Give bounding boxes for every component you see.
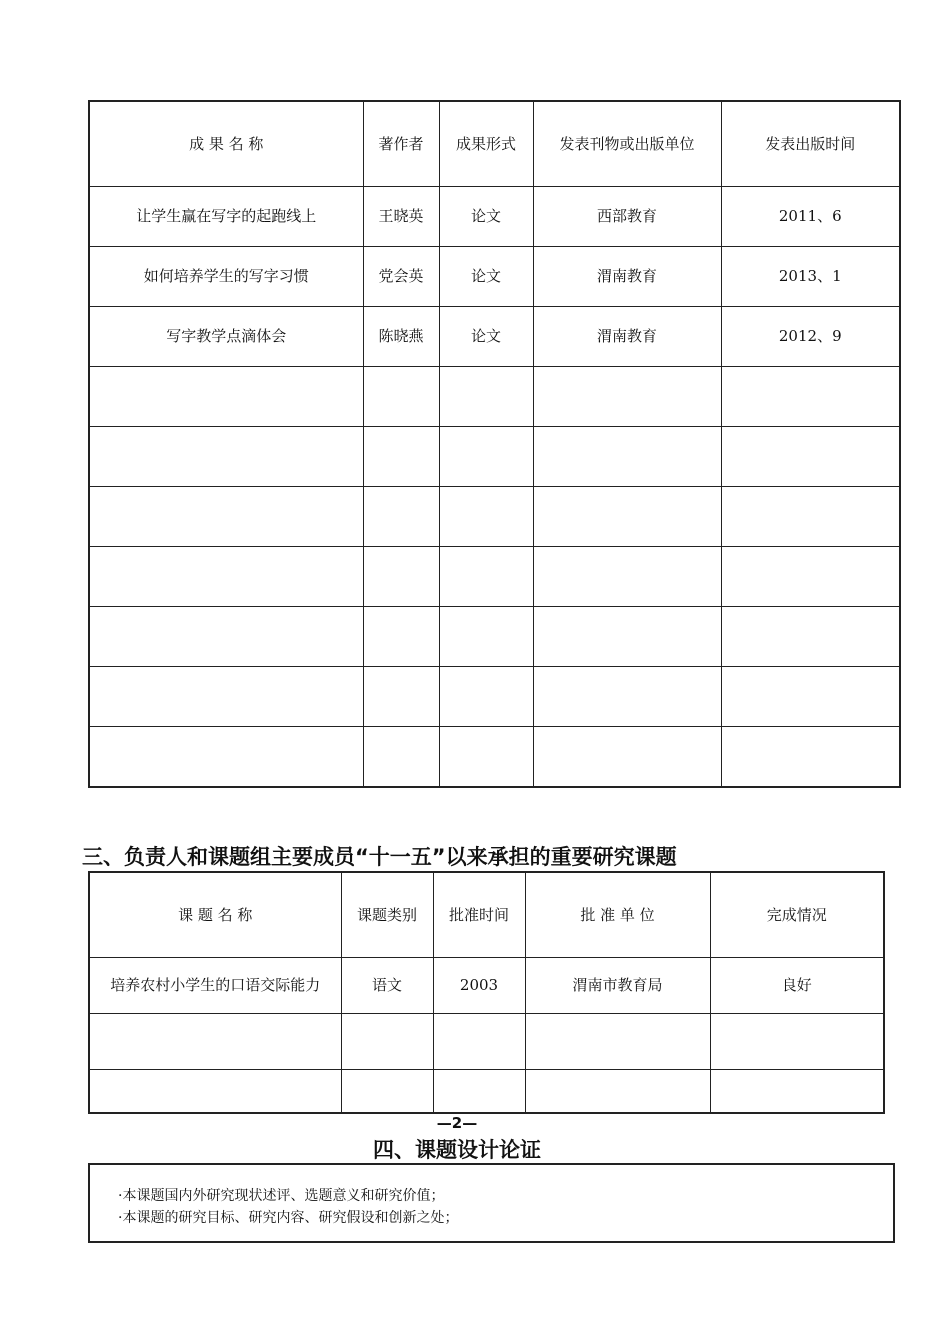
table-cell: 论文 [439, 247, 533, 307]
column-header: 批 准 单 位 [525, 872, 710, 958]
table-cell [721, 727, 900, 788]
table-cell: 陈晓燕 [363, 307, 439, 367]
table-cell [721, 607, 900, 667]
achievements-table [88, 100, 901, 788]
table-cell [341, 1070, 433, 1114]
table-cell: 论文 [439, 187, 533, 247]
table-cell: 论文 [439, 307, 533, 367]
table-cell [89, 1014, 341, 1070]
table-cell [533, 427, 721, 487]
table-row [89, 367, 900, 427]
table-cell [721, 487, 900, 547]
table-cell: 2003 [433, 958, 525, 1014]
table-row [89, 187, 900, 247]
table-cell [439, 607, 533, 667]
table-cell: 渭南市教育局 [525, 958, 710, 1014]
table-cell [439, 427, 533, 487]
table-cell [341, 1014, 433, 1070]
table-cell [433, 1070, 525, 1114]
table-cell [439, 547, 533, 607]
table-cell [721, 667, 900, 727]
section3-title: 三、负责人和课题组主要成员“十一五”以来承担的重要研究课题 [82, 845, 677, 869]
table-cell [363, 487, 439, 547]
table-cell: 2012、9 [721, 307, 900, 367]
table-cell: 渭南教育 [533, 247, 721, 307]
section4-title: 四、课题设计论证 [373, 1138, 541, 1162]
table-cell [721, 367, 900, 427]
table-cell [533, 367, 721, 427]
table-header-row [89, 872, 884, 958]
table-cell [363, 727, 439, 788]
column-header: 成果形式 [439, 101, 533, 187]
table-row [89, 1014, 884, 1070]
column-header: 批准时间 [433, 872, 525, 958]
table-cell: 2013、1 [721, 247, 900, 307]
column-header: 著作者 [363, 101, 439, 187]
table-cell: 让学生赢在写字的起跑线上 [89, 187, 363, 247]
table-cell [721, 547, 900, 607]
table-cell [439, 487, 533, 547]
table-cell: 西部教育 [533, 187, 721, 247]
table-cell [89, 667, 363, 727]
table-cell [533, 667, 721, 727]
table-cell [363, 367, 439, 427]
table-header-row [89, 101, 900, 187]
table-row [89, 427, 900, 487]
table-cell [363, 667, 439, 727]
table-cell [433, 1014, 525, 1070]
table-row [89, 958, 884, 1014]
table-cell [363, 547, 439, 607]
column-header: 发表出版时间 [721, 101, 900, 187]
table-cell [439, 727, 533, 788]
table-cell: 语文 [341, 958, 433, 1014]
table-cell [710, 1070, 884, 1114]
section4-line: ·本课题的研究目标、研究内容、研究假设和创新之处； [118, 1210, 459, 1226]
column-header: 课题类别 [341, 872, 433, 958]
table-cell [363, 427, 439, 487]
table-cell [533, 727, 721, 788]
table-cell: 如何培养学生的写字习惯 [89, 247, 363, 307]
table-row [89, 487, 900, 547]
table-cell [89, 727, 363, 788]
table-row [89, 607, 900, 667]
table-cell [89, 367, 363, 427]
table-cell [710, 1014, 884, 1070]
section4-box [88, 1163, 895, 1243]
research-projects-table [88, 871, 885, 1114]
column-header: 发表刊物或出版单位 [533, 101, 721, 187]
table-row [89, 727, 900, 788]
table-cell [721, 427, 900, 487]
table-cell [533, 547, 721, 607]
table-cell [89, 487, 363, 547]
table-cell [89, 547, 363, 607]
section4-line: ·本课题国内外研究现状述评、选题意义和研究价值； [118, 1188, 445, 1204]
table-cell [525, 1070, 710, 1114]
table-cell [89, 1070, 341, 1114]
column-header: 完成情况 [710, 872, 884, 958]
table-cell: 王晓英 [363, 187, 439, 247]
table-cell [89, 607, 363, 667]
table-cell: 写字教学点滴体会 [89, 307, 363, 367]
table-cell: 良好 [710, 958, 884, 1014]
table-cell [525, 1014, 710, 1070]
table-cell [533, 487, 721, 547]
table-cell [533, 607, 721, 667]
table-row [89, 547, 900, 607]
column-header: 成 果 名 称 [89, 101, 363, 187]
table-row [89, 307, 900, 367]
table-cell [89, 427, 363, 487]
table-row [89, 1070, 884, 1114]
table-row [89, 667, 900, 727]
table-cell: 党会英 [363, 247, 439, 307]
table-row [89, 247, 900, 307]
table-cell: 2011、6 [721, 187, 900, 247]
table-cell [439, 667, 533, 727]
table-cell [439, 367, 533, 427]
table-cell [363, 607, 439, 667]
table-cell: 培养农村小学生的口语交际能力 [89, 958, 341, 1014]
column-header: 课 题 名 称 [89, 872, 341, 958]
table-cell: 渭南教育 [533, 307, 721, 367]
page-number: —2— [436, 1114, 478, 1132]
